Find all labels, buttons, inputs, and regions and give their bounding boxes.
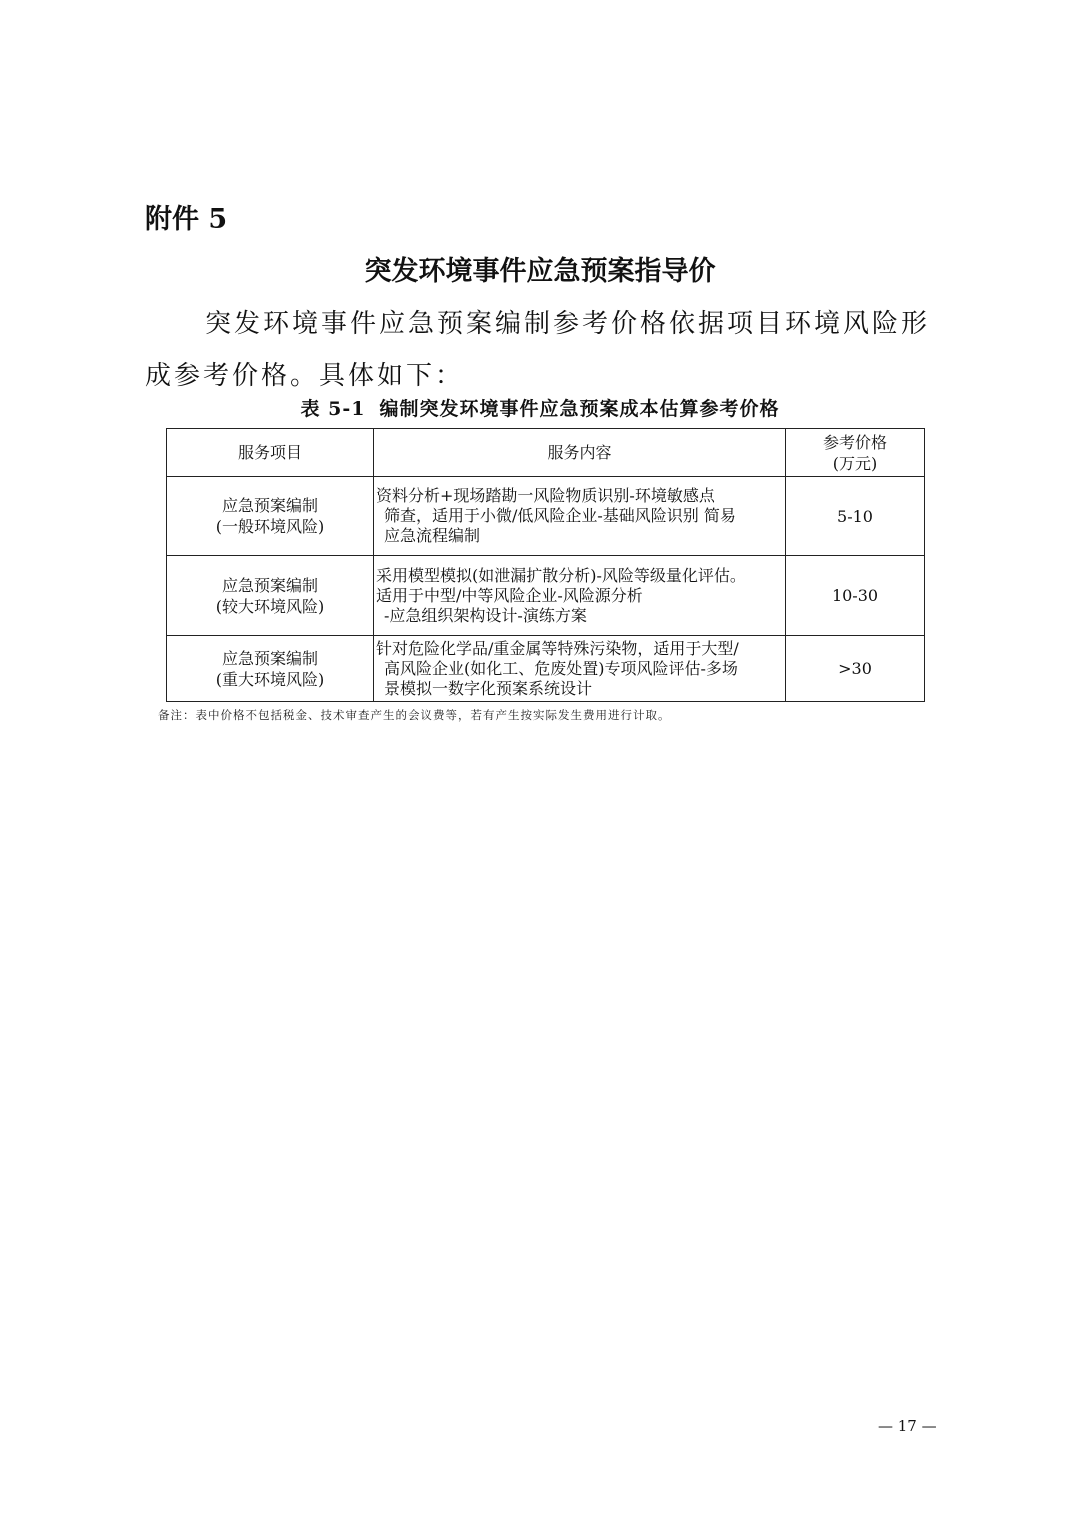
table-header-row: [167, 429, 925, 477]
intro-paragraph: 突发环境事件应急预案编制参考价格依据项目环境风险形成参考价格。具体如下：: [145, 309, 931, 391]
price-table: [166, 428, 925, 702]
row-service-item: 应急预案编制 (较大环境风险): [167, 556, 374, 636]
row-reference-price: 10-30: [786, 556, 925, 636]
table-footnote: 备注：表中价格不包括税金、技术审查产生的会议费等，若有产生按实际发生费用进行计取。: [158, 708, 671, 722]
table-row: [167, 556, 925, 636]
row-reference-price: >30: [786, 636, 925, 702]
table-caption-number: 表 5-1: [300, 398, 366, 420]
header-reference-price: 参考价格 (万元): [786, 429, 925, 477]
row-reference-price: 5-10: [786, 477, 925, 556]
table-row: [167, 477, 925, 556]
table-row: [167, 636, 925, 702]
table-caption: [0, 394, 1080, 424]
row-service-content: 针对危险化学品/重金属等特殊污染物，适用于大型/ 高风险企业(如化工、危废处置)专项风险评估-多场 景模拟一数字化预案系统设计: [374, 636, 786, 702]
row-service-content: 采用模型模拟(如泄漏扩散分析)-风险等级量化评估。 适用于中型/中等风险企业-风险源分析 -应急组织架构设计-演练方案: [374, 556, 786, 636]
row-service-item: 应急预案编制 (一般环境风险): [167, 477, 374, 556]
page-number: — 17 —: [878, 1417, 937, 1435]
header-service-content: 服务内容: [374, 429, 786, 477]
table-caption-text: 编制突发环境事件应急预案成本估算参考价格: [379, 398, 780, 420]
document-title: 突发环境事件应急预案指导价: [364, 256, 716, 287]
header-service-item: 服务项目: [167, 429, 374, 477]
row-service-content: 资料分析+现场踏勘一风险物质识别-环境敏感点 筛查，适用于小微/低风险企业-基础风险识别 简易 应急流程编制: [374, 477, 786, 556]
attachment-label: 附件 5: [145, 204, 228, 235]
row-service-item: 应急预案编制 (重大环境风险): [167, 636, 374, 702]
